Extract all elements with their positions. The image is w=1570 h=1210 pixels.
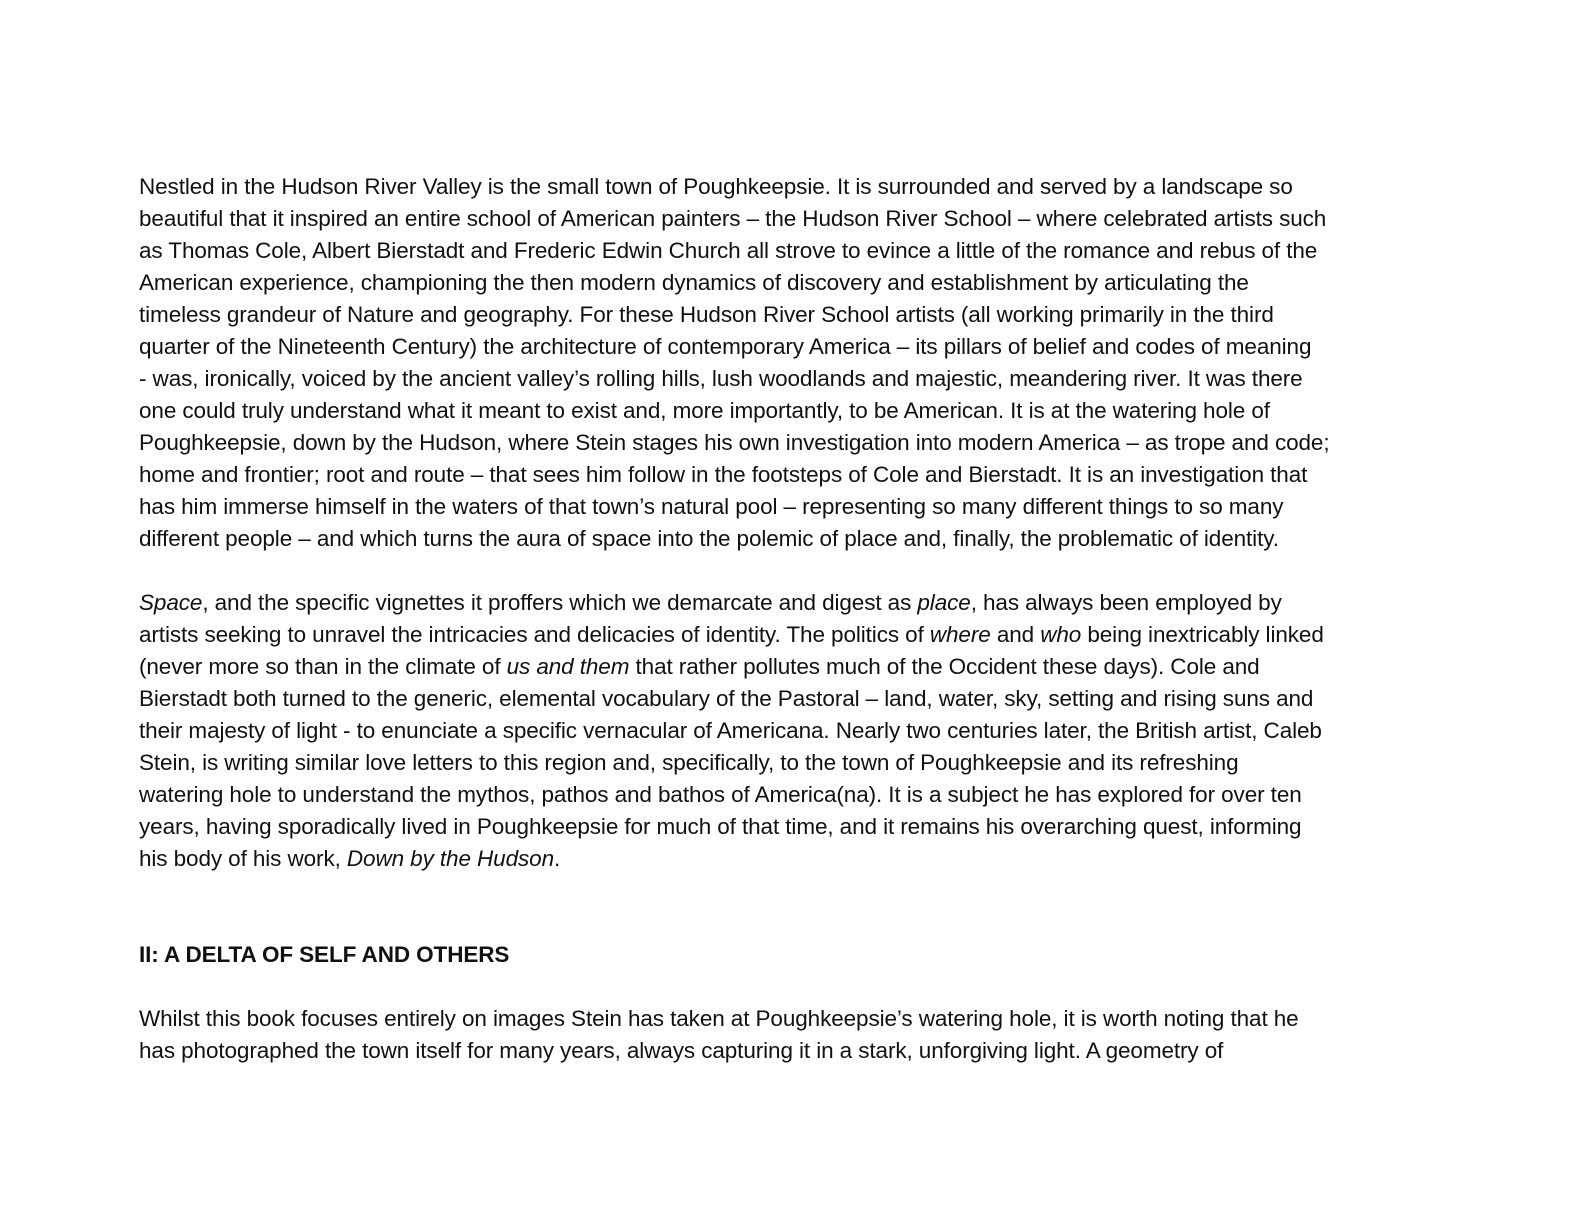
text-line (139, 843, 1444, 875)
italic-term: where (929, 622, 991, 647)
text-line: American experience, championing the then modern dynamics of discovery and establishment by articulating the (139, 270, 1249, 295)
paragraph-2 (139, 587, 1444, 875)
document-page (139, 171, 1444, 1067)
text-run: his body of his work, (139, 846, 347, 871)
text-run: , and the specific vignettes it proffers which we demarcate and digest as (202, 590, 918, 615)
text-run: that rather pollutes much of the Occident these days). Cole and (629, 654, 1260, 679)
text-run: being inextricably linked (1081, 622, 1324, 647)
text-line: Whilst this book focuses entirely on images Stein has taken at Poughkeepsie’s watering hole, it is worth noting that he (139, 1006, 1299, 1031)
text-run: artists seeking to unravel the intricacies and delicacies of identity. The politics of (139, 622, 930, 647)
italic-term: who (1040, 622, 1082, 647)
text-line: Poughkeepsie, down by the Hudson, where Stein stages his own investigation into modern America – as trope and code; (139, 430, 1330, 455)
text-line: as Thomas Cole, Albert Bierstadt and Frederic Edwin Church all strove to evince a little of the romance and rebus of the (139, 238, 1318, 263)
text-line (139, 619, 1444, 651)
text-line: different people – and which turns the aura of space into the polemic of place and, finally, the problematic of identity. (139, 526, 1279, 551)
paragraph-3 (139, 1003, 1444, 1067)
italic-term: place (917, 590, 971, 615)
text-run: , has always been employed by (970, 590, 1282, 615)
book-title: Down by the Hudson (346, 846, 554, 871)
text-line: their majesty of light - to enunciate a specific vernacular of Americana. Nearly two centuries later, the British artist, Caleb (139, 718, 1322, 743)
text-line: quarter of the Nineteenth Century) the architecture of contemporary America – its pillars of belief and codes of meaning (139, 334, 1312, 359)
text-line: home and frontier; root and route – that sees him follow in the footsteps of Cole and Bierstadt. It is an investigation that (139, 462, 1308, 487)
text-line: beautiful that it inspired an entire school of American painters – the Hudson River School – where celebrated artists such (139, 206, 1327, 231)
text-line: has him immerse himself in the waters of that town’s natural pool – representing so many different things to so many (139, 494, 1284, 519)
text-line: watering hole to understand the mythos, pathos and bathos of America(na). It is a subject he has explored for over ten (139, 782, 1302, 807)
text-line: one could truly understand what it meant to exist and, more importantly, to be American. It is at the watering hole of (139, 398, 1270, 423)
italic-term: Space (139, 590, 203, 615)
text-run: . (553, 846, 561, 871)
text-line: Stein, is writing similar love letters to this region and, specifically, to the town of Poughkeepsie and its refreshing (139, 750, 1239, 775)
text-run: and (990, 622, 1041, 647)
italic-term: us and them (506, 654, 630, 679)
text-line: years, having sporadically lived in Poughkeepsie for much of that time, and it remains his overarching quest, informing (139, 814, 1302, 839)
text-line: Bierstadt both turned to the generic, elemental vocabulary of the Pastoral – land, water, sky, setting and rising suns and (139, 686, 1314, 711)
text-line (139, 651, 1444, 683)
text-line: has photographed the town itself for many years, always capturing it in a stark, unforgiving light. A geometry of (139, 1038, 1224, 1063)
text-run: (never more so than in the climate of (139, 654, 507, 679)
text-line: - was, ironically, voiced by the ancient valley’s rolling hills, lush woodlands and majestic, meandering river. It was there (139, 366, 1303, 391)
paragraph-1 (139, 171, 1444, 555)
text-line: Nestled in the Hudson River Valley is the small town of Poughkeepsie. It is surrounded and served by a landscape so (139, 174, 1293, 199)
text-line: timeless grandeur of Nature and geography. For these Hudson River School artists (all working primarily in the third (139, 302, 1274, 327)
section-heading: II: A DELTA OF SELF AND OTHERS (139, 942, 510, 967)
text-line (139, 587, 1444, 619)
